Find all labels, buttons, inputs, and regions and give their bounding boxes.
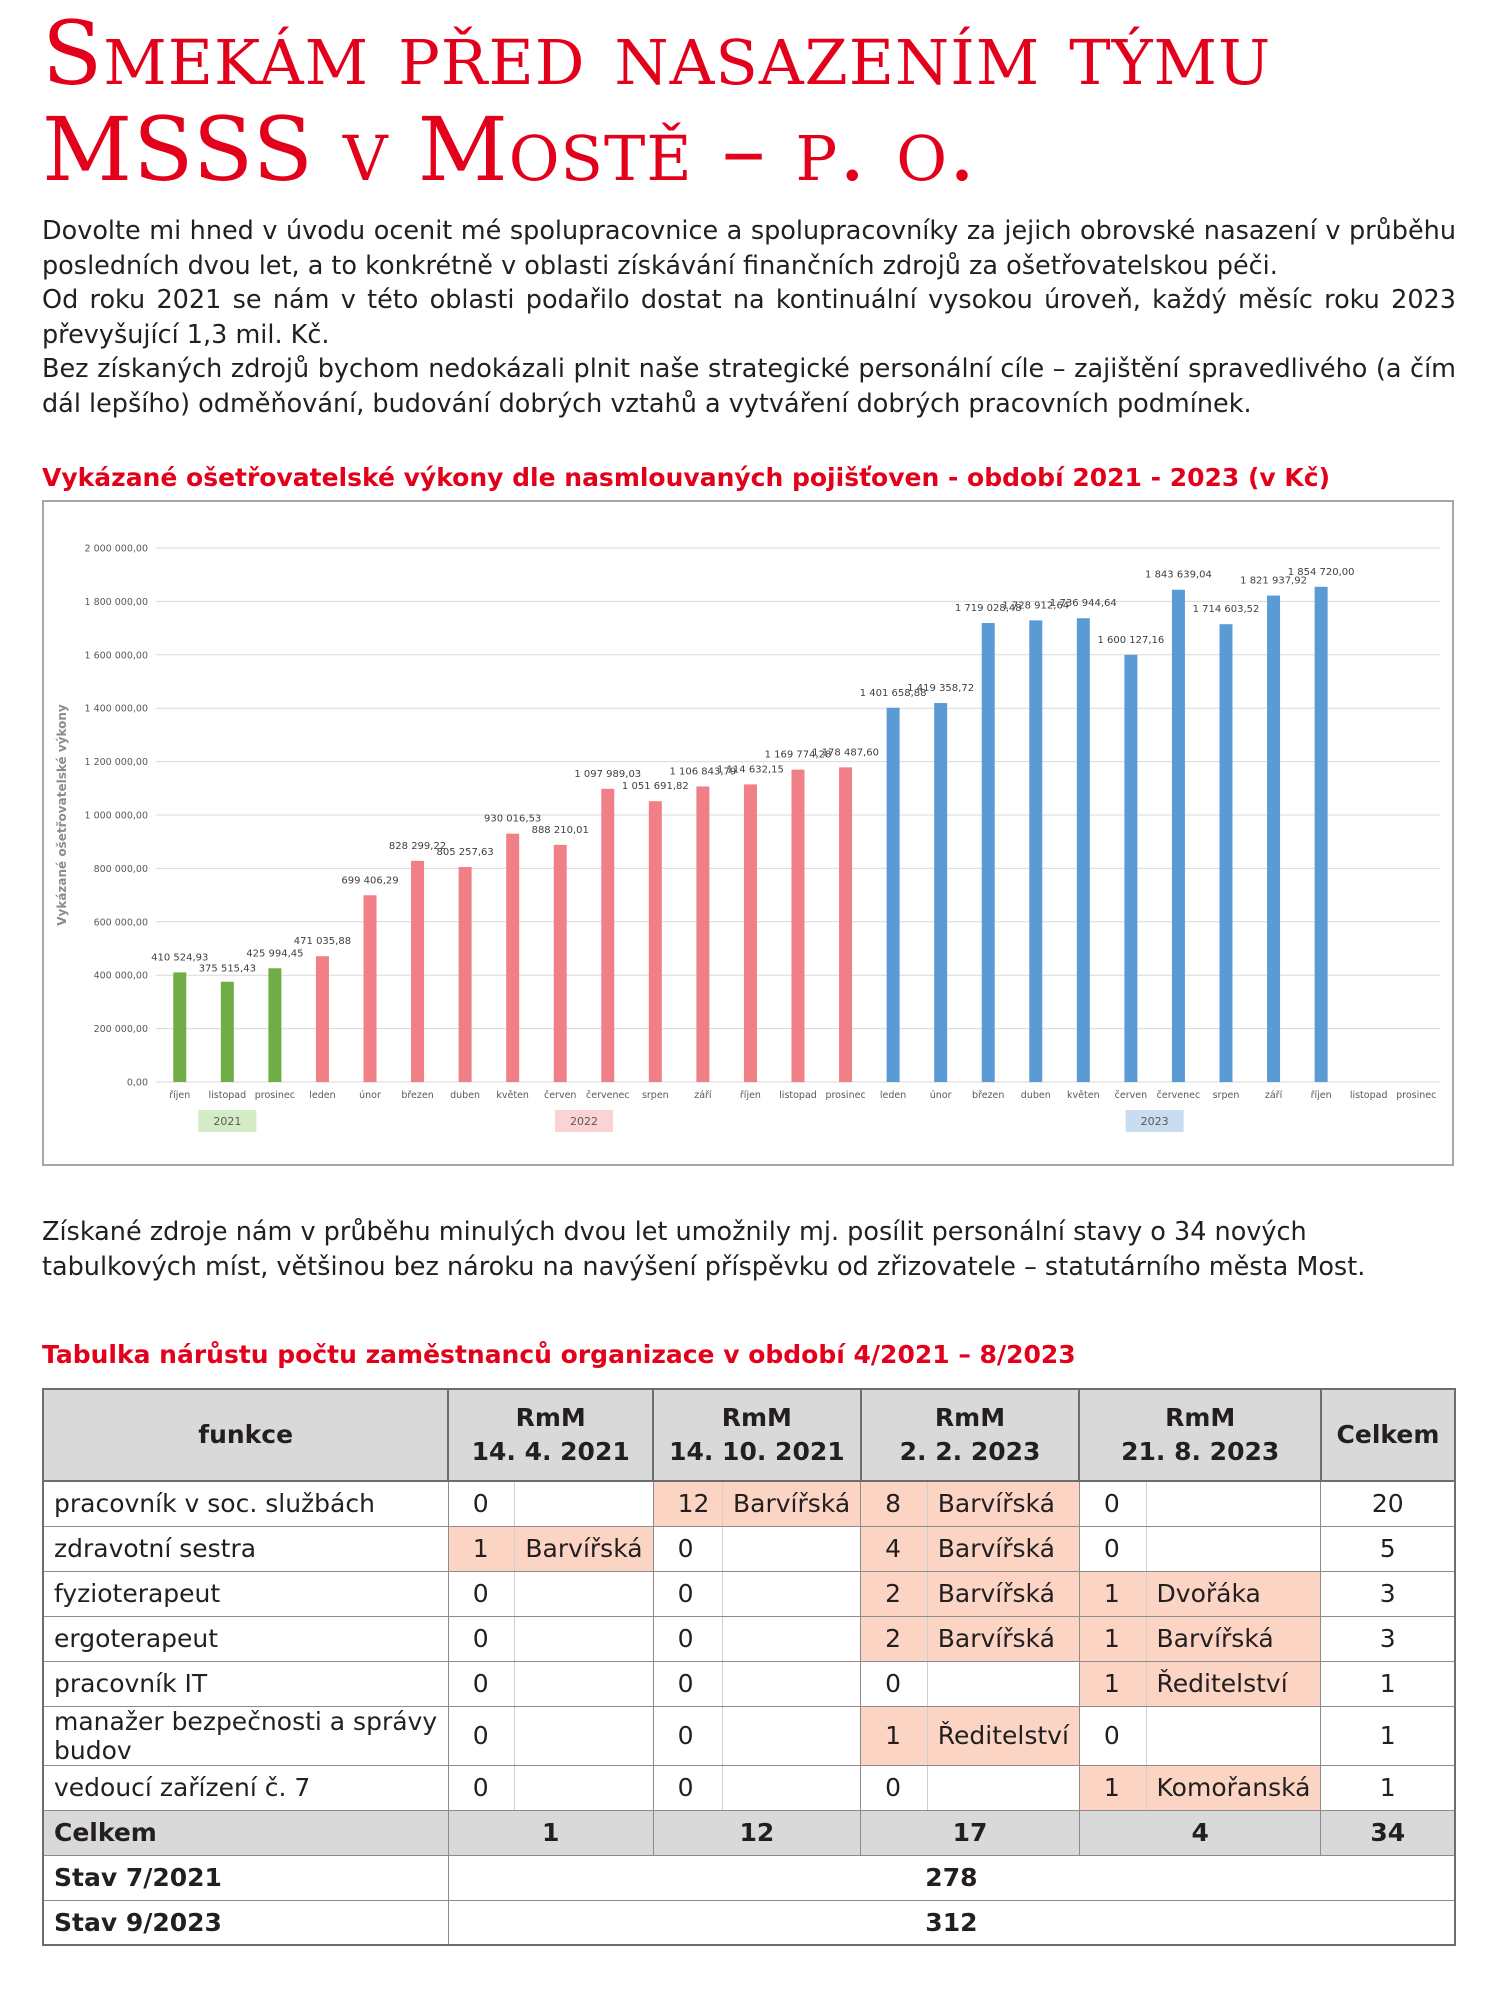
stav-value: 278 xyxy=(448,1855,1455,1900)
count-cell: 4 xyxy=(861,1526,928,1571)
bar-21 xyxy=(1172,590,1185,1082)
y-tick-label: 1 200 000,00 xyxy=(84,757,148,769)
count-cell: 0 xyxy=(1079,1481,1146,1526)
sum-value: 12 xyxy=(653,1810,861,1855)
count-cell: 0 xyxy=(653,1571,722,1616)
data-label: 828 299,22 xyxy=(388,840,447,852)
header-rmm-date: RmM 21. 8. 2023 xyxy=(1079,1389,1321,1481)
count-cell: 0 xyxy=(653,1765,722,1810)
x-tick-label: leden xyxy=(309,1090,336,1101)
count-cell: 0 xyxy=(448,1661,515,1706)
bar-23 xyxy=(1267,596,1280,1082)
bar-18 xyxy=(1029,620,1042,1082)
intro-paragraph: Od roku 2021 se nám v této oblasti podařilo dostat na kontinuální vysokou úroveň, každý měsíc roku 2023 převyšující 1,3 mil. Kč. xyxy=(42,285,1456,350)
function-name: manažer bezpečnosti a správy budov xyxy=(43,1706,448,1765)
stav-row xyxy=(43,1900,1455,1945)
header-celkem: Celkem xyxy=(1321,1389,1455,1481)
location-cell xyxy=(722,1765,860,1810)
data-label: 471 035,88 xyxy=(293,936,352,948)
table-row xyxy=(43,1616,1455,1661)
stav-label: Stav 9/2023 xyxy=(43,1900,448,1945)
count-cell: 0 xyxy=(448,1616,515,1661)
count-cell: 8 xyxy=(861,1481,928,1526)
row-total: 20 xyxy=(1321,1481,1455,1526)
x-tick-label: listopad xyxy=(208,1090,247,1101)
row-total: 5 xyxy=(1321,1526,1455,1571)
header-rmm-date: RmM 14. 10. 2021 xyxy=(653,1389,861,1481)
y-tick-label: 1 600 000,00 xyxy=(84,650,148,662)
x-tick-label: říjen xyxy=(169,1090,191,1101)
location-cell xyxy=(515,1706,653,1765)
x-tick-label: červenec xyxy=(1156,1090,1201,1101)
staff-growth-table xyxy=(42,1388,1456,1946)
count-cell: 1 xyxy=(448,1526,515,1571)
x-tick-label: červen xyxy=(1114,1090,1148,1101)
y-tick-label: 1 000 000,00 xyxy=(84,810,148,822)
x-tick-label: září xyxy=(694,1090,712,1101)
year-tag-label: 2021 xyxy=(213,1115,242,1128)
bar-11 xyxy=(696,786,709,1082)
location-cell: Barvířská xyxy=(927,1571,1079,1616)
bar-6 xyxy=(459,867,472,1082)
y-tick-label: 1 800 000,00 xyxy=(84,596,148,608)
count-cell: 2 xyxy=(861,1571,928,1616)
year-tag-label: 2023 xyxy=(1140,1115,1169,1128)
x-tick-label: duben xyxy=(1020,1090,1051,1101)
data-label: 1 401 658,88 xyxy=(859,687,927,699)
location-cell xyxy=(1146,1526,1321,1571)
bar-14 xyxy=(839,767,852,1082)
data-label: 1 854 720,00 xyxy=(1287,566,1355,578)
location-cell xyxy=(515,1616,653,1661)
row-total: 1 xyxy=(1321,1661,1455,1706)
table-row xyxy=(43,1481,1455,1526)
location-cell: Barvířská xyxy=(515,1526,653,1571)
location-cell xyxy=(1146,1481,1321,1526)
x-tick-label: srpen xyxy=(641,1090,669,1101)
data-label: 1 114 632,15 xyxy=(717,764,784,776)
table-row xyxy=(43,1765,1455,1810)
x-tick-label: únor xyxy=(929,1090,952,1101)
header-funkce: funkce xyxy=(43,1389,448,1481)
sum-label: Celkem xyxy=(43,1810,448,1855)
count-cell: 0 xyxy=(653,1706,722,1765)
y-tick-label: 600 000,00 xyxy=(93,917,148,929)
x-tick-label: únor xyxy=(359,1090,381,1101)
x-tick-label: červen xyxy=(543,1090,577,1101)
y-tick-label: 2 000 000,00 xyxy=(84,543,148,555)
intro-text xyxy=(42,214,1456,421)
bar-20 xyxy=(1124,655,1137,1082)
x-tick-label: prosinec xyxy=(254,1090,295,1101)
x-tick-label: březen xyxy=(401,1090,434,1101)
chart-container xyxy=(42,500,1454,1166)
sum-total: 34 xyxy=(1321,1810,1455,1855)
table-row xyxy=(43,1706,1455,1765)
count-cell: 0 xyxy=(448,1481,515,1526)
stav-row xyxy=(43,1855,1455,1900)
count-cell: 1 xyxy=(1079,1661,1146,1706)
data-label: 1 169 774,28 xyxy=(764,749,832,761)
bar-12 xyxy=(744,784,757,1082)
bar-13 xyxy=(792,770,805,1082)
location-cell xyxy=(1146,1706,1321,1765)
y-tick-label: 0,00 xyxy=(126,1077,148,1089)
bar-19 xyxy=(1077,618,1090,1082)
data-label: 699 406,29 xyxy=(341,875,399,887)
x-tick-label: červenec xyxy=(586,1090,630,1101)
bar-17 xyxy=(982,623,995,1082)
count-cell: 0 xyxy=(448,1571,515,1616)
x-tick-label: listopad xyxy=(1349,1090,1388,1101)
data-label: 1 719 028,48 xyxy=(954,603,1022,615)
bar-chart xyxy=(44,502,1452,1164)
x-tick-label: květen xyxy=(1067,1090,1100,1101)
data-label: 410 524,93 xyxy=(151,952,209,964)
data-label: 888 210,01 xyxy=(531,824,589,836)
bar-9 xyxy=(601,789,614,1082)
bar-10 xyxy=(649,801,662,1082)
x-tick-label: říjen xyxy=(1310,1090,1332,1101)
function-name: fyzioterapeut xyxy=(43,1571,448,1616)
count-cell: 1 xyxy=(1079,1765,1146,1810)
chart-title: Vykázané ošetřovatelské výkony dle nasmlouvaných pojišťoven - období 2021 - 2023 (v Kč) xyxy=(42,463,1331,492)
table-title: Tabulka nárůstu počtu zaměstnanců organizace v období 4/2021 – 8/2023 xyxy=(42,1340,1076,1369)
location-cell: Ředitelství xyxy=(1146,1661,1321,1706)
location-cell xyxy=(515,1481,653,1526)
bar-15 xyxy=(887,708,900,1082)
count-cell: 0 xyxy=(861,1661,928,1706)
location-cell: Barvířská xyxy=(927,1526,1079,1571)
table-header-row xyxy=(43,1389,1455,1481)
x-tick-label: listopad xyxy=(779,1090,817,1101)
row-total: 3 xyxy=(1321,1571,1455,1616)
location-cell: Ředitelství xyxy=(927,1706,1079,1765)
x-tick-label: srpen xyxy=(1212,1090,1240,1101)
data-label: 1 736 944,64 xyxy=(1049,598,1117,610)
x-tick-label: duben xyxy=(450,1090,481,1101)
bar-0 xyxy=(173,972,186,1082)
data-label: 1 106 843,79 xyxy=(669,766,737,778)
bar-4 xyxy=(364,895,377,1082)
table-row xyxy=(43,1526,1455,1571)
page-title: Smekám před nasazením týmu MSSS v Mostě – p. o. xyxy=(42,2,1272,201)
row-total: 1 xyxy=(1321,1765,1455,1810)
count-cell: 1 xyxy=(1079,1616,1146,1661)
bar-16 xyxy=(934,703,947,1082)
bar-2 xyxy=(268,968,281,1082)
location-cell xyxy=(515,1765,653,1810)
data-label: 1 714 603,52 xyxy=(1192,604,1260,616)
count-cell: 2 xyxy=(861,1616,928,1661)
bar-1 xyxy=(221,982,234,1082)
bar-8 xyxy=(554,845,567,1082)
data-label: 930 016,53 xyxy=(484,813,542,825)
header-rmm-date: RmM 2. 2. 2023 xyxy=(861,1389,1080,1481)
bar-7 xyxy=(506,834,519,1082)
location-cell xyxy=(927,1765,1079,1810)
x-tick-label: prosinec xyxy=(825,1090,866,1101)
data-label: 1 843 639,04 xyxy=(1145,569,1212,581)
table-row xyxy=(43,1571,1455,1616)
header-rmm-date: RmM 14. 4. 2021 xyxy=(448,1389,653,1481)
sum-value: 17 xyxy=(861,1810,1080,1855)
count-cell: 0 xyxy=(653,1616,722,1661)
count-cell: 0 xyxy=(653,1661,722,1706)
row-total: 1 xyxy=(1321,1706,1455,1765)
location-cell: Barvířská xyxy=(927,1616,1079,1661)
function-name: pracovník IT xyxy=(43,1661,448,1706)
data-label: 1 821 937,92 xyxy=(1240,575,1307,587)
location-cell xyxy=(927,1661,1079,1706)
y-tick-label: 1 400 000,00 xyxy=(84,703,148,715)
intro-paragraph: Bez získaných zdrojů bychom nedokázali plnit naše strategické personální cíle – zajištění spravedlivého (a čím dál lepšího) odměňování, budování dobrých vztahů a vytváření dobrých pracovních podmínek. xyxy=(42,354,1456,419)
year-tag-label: 2022 xyxy=(570,1115,598,1128)
x-tick-label: leden xyxy=(879,1090,907,1101)
count-cell: 0 xyxy=(448,1765,515,1810)
count-cell: 1 xyxy=(861,1706,928,1765)
count-cell: 0 xyxy=(1079,1526,1146,1571)
location-cell xyxy=(722,1526,860,1571)
staffing-paragraph: Získané zdroje nám v průběhu minulých dvou let umožnily mj. posílit personální stavy o 34 nových tabulkových míst, většinou bez nároku na navýšení příspěvku od zřizovatele – statutárního města Most. xyxy=(42,1217,1366,1282)
data-label: 1 178 487,60 xyxy=(812,747,879,759)
table-row xyxy=(43,1661,1455,1706)
row-total: 3 xyxy=(1321,1616,1455,1661)
location-cell xyxy=(722,1571,860,1616)
sum-row xyxy=(43,1810,1455,1855)
bar-22 xyxy=(1220,624,1233,1082)
y-tick-label: 400 000,00 xyxy=(93,970,148,982)
location-cell xyxy=(722,1616,860,1661)
data-label: 805 257,63 xyxy=(436,846,494,858)
bar-5 xyxy=(411,861,424,1082)
location-cell: Barvířská xyxy=(722,1481,860,1526)
count-cell: 0 xyxy=(653,1526,722,1571)
location-cell: Komořanská xyxy=(1146,1765,1321,1810)
count-cell: 0 xyxy=(448,1706,515,1765)
data-label: 1 600 127,16 xyxy=(1097,634,1165,646)
y-tick-label: 200 000,00 xyxy=(93,1024,148,1036)
bar-3 xyxy=(316,956,329,1082)
stav-value: 312 xyxy=(448,1900,1455,1945)
function-name: pracovník v soc. službách xyxy=(43,1481,448,1526)
table-body xyxy=(43,1481,1455,1945)
y-axis-label: Vykázané ošetřovatelské výkony xyxy=(55,704,69,926)
data-label: 425 994,45 xyxy=(246,948,304,960)
location-cell: Barvířská xyxy=(927,1481,1079,1526)
count-cell: 12 xyxy=(653,1481,722,1526)
data-label: 1 419 358,72 xyxy=(907,683,975,695)
stav-label: Stav 7/2021 xyxy=(43,1855,448,1900)
x-tick-label: květen xyxy=(496,1090,529,1101)
y-tick-label: 800 000,00 xyxy=(93,863,148,875)
sum-value: 1 xyxy=(448,1810,653,1855)
count-cell: 0 xyxy=(861,1765,928,1810)
x-tick-label: říjen xyxy=(739,1090,761,1101)
function-name: ergoterapeut xyxy=(43,1616,448,1661)
count-cell: 0 xyxy=(1079,1706,1146,1765)
data-label: 1 051 691,82 xyxy=(621,781,689,793)
location-cell: Barvířská xyxy=(1146,1616,1321,1661)
location-cell xyxy=(722,1706,860,1765)
data-label: 1 097 989,03 xyxy=(574,768,642,780)
location-cell xyxy=(515,1661,653,1706)
x-tick-label: září xyxy=(1264,1090,1283,1101)
function-name: vedoucí zařízení č. 7 xyxy=(43,1765,448,1810)
x-tick-label: prosinec xyxy=(1396,1090,1437,1101)
data-label: 375 515,43 xyxy=(198,963,256,975)
x-tick-label: březen xyxy=(972,1090,1005,1101)
intro-paragraph: Dovolte mi hned v úvodu ocenit mé spolupracovnice a spolupracovníky za jejich obrovské nasazení v průběhu posledních dvou let, a to konkrétně v oblasti získávání finančních zdrojů za ošetřovatelskou péči. xyxy=(42,216,1456,281)
count-cell: 1 xyxy=(1079,1571,1146,1616)
location-cell: Dvořáka xyxy=(1146,1571,1321,1616)
location-cell xyxy=(515,1571,653,1616)
data-label: 1 728 912,64 xyxy=(1002,600,1070,612)
sum-value: 4 xyxy=(1079,1810,1321,1855)
bar-24 xyxy=(1315,587,1328,1082)
function-name: zdravotní sestra xyxy=(43,1526,448,1571)
location-cell xyxy=(722,1661,860,1706)
